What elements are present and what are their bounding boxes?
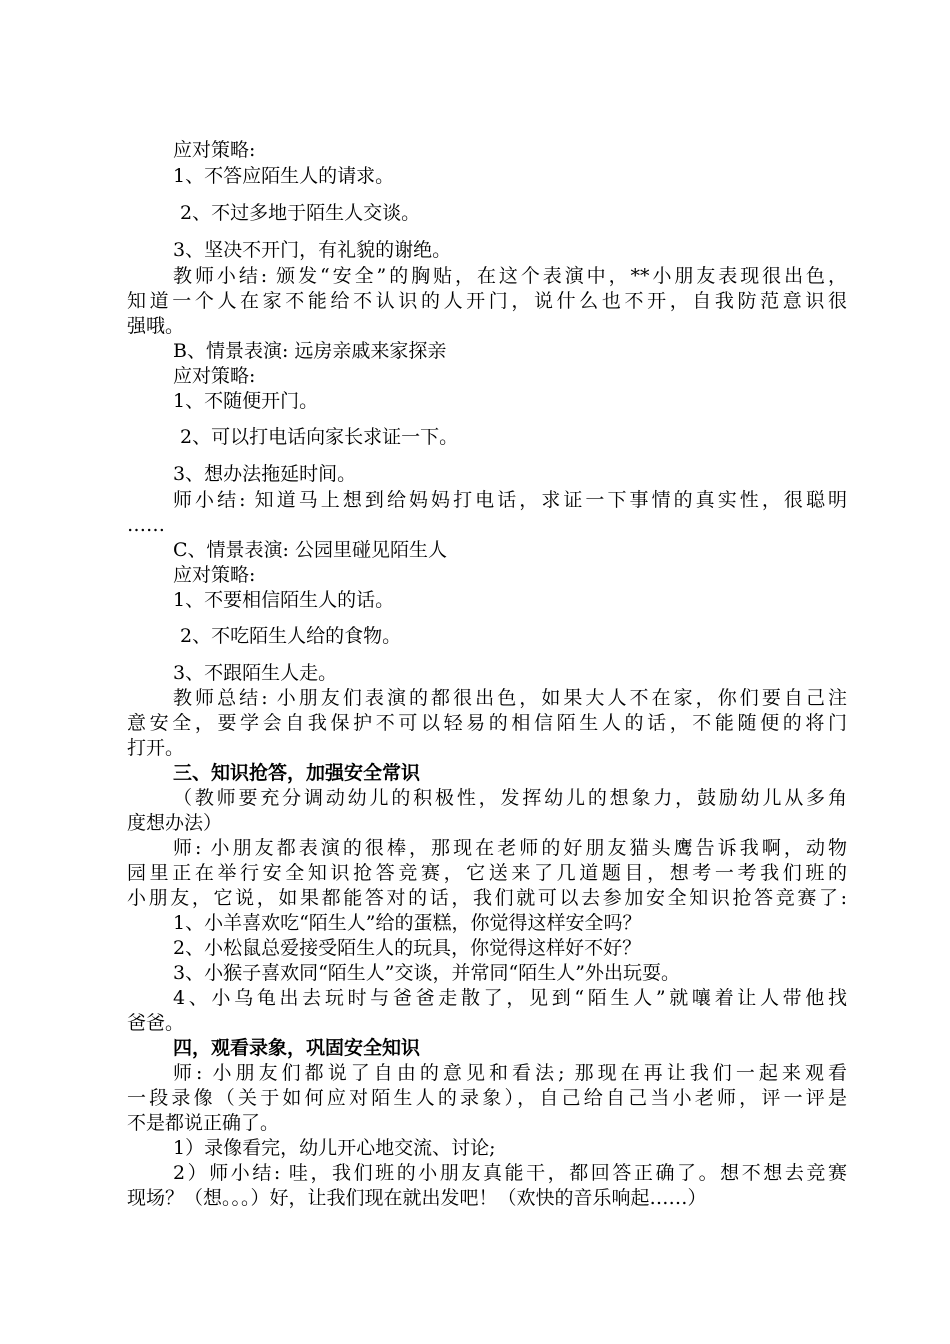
text-line: 知道一个人在家不能给不认识的人开门，说什么也不开，自我防范意识很	[127, 290, 847, 312]
text-line: 2、不过多地于陌生人交谈。	[180, 202, 421, 224]
text-line: 2、小松鼠总爱接受陌生人的玩具，你觉得这样好不好？	[173, 937, 642, 959]
text-line: 应对策略:	[173, 564, 256, 586]
text-line: 2、可以打电话向家长求证一下。	[180, 426, 459, 448]
text-line: 度想办法）	[127, 812, 223, 834]
text-line: 应对策略:	[173, 139, 256, 161]
text-line: 1、小羊喜欢吃“陌生人”给的蛋糕，你觉得这样安全吗？	[173, 912, 642, 934]
text-line: 不是都说正确了。	[127, 1112, 280, 1134]
text-line: 1、不要相信陌生人的话。	[173, 589, 395, 611]
text-line: B、情景表演: 远房亲戚来家探亲	[173, 340, 447, 362]
text-line: ……	[127, 514, 165, 536]
text-line: 2）师小结: 哇，我们班的小朋友真能干，都回答正确了。想不想去竞赛	[173, 1162, 847, 1184]
text-line: 园里正在举行安全知识抢答竞赛，它送来了几道题目，想考一考我们班的	[127, 862, 847, 884]
text-line: 强哦。	[127, 315, 185, 337]
text-line: 1、不答应陌生人的请求。	[173, 165, 395, 187]
text-line: 4、小乌龟出去玩时与爸爸走散了，见到“陌生人”就嚷着让人带他找	[173, 987, 847, 1009]
section-heading: 三、知识抢答，加强安全常识	[173, 762, 421, 784]
text-line: C、情景表演: 公园里碰见陌生人	[173, 539, 447, 561]
text-line: 3、不跟陌生人走。	[173, 662, 338, 684]
text-line: 1、不随便开门。	[173, 390, 319, 412]
text-line: 应对策略:	[173, 365, 256, 387]
text-line: （教师要充分调动幼儿的积极性，发挥幼儿的想象力，鼓励幼儿从多角	[173, 787, 847, 809]
text-line: 教师总结: 小朋友们表演的都很出色，如果大人不在家，你们要自己注	[173, 687, 847, 709]
text-line: 教师小结: 颁发“安全”的胸贴，在这个表演中，**小朋友表现很出色，	[173, 265, 847, 287]
text-line: 现场？（想。。。）好，让我们现在就出发吧！（欢快的音乐响起……）	[127, 1187, 707, 1209]
text-line: 打开。	[127, 737, 185, 759]
text-line: 师小结: 知道马上想到给妈妈打电话，求证一下事情的真实性，很聪明	[173, 489, 847, 511]
text-line: 一段录像（关于如何应对陌生人的录象），自己给自己当小老师，评一评是	[127, 1087, 847, 1109]
text-line: 师: 小朋友都表演的很棒，那现在老师的好朋友猫头鹰告诉我啊，动物	[173, 837, 847, 859]
text-line: 3、想办法拖延时间。	[173, 463, 357, 485]
text-line: 1）录像看完，幼儿开心地交流、讨论;	[173, 1137, 496, 1159]
text-line: 意安全，要学会自我保护不可以轻易的相信陌生人的话，不能随便的将门	[127, 712, 847, 734]
text-line: 2、不吃陌生人给的食物。	[180, 625, 402, 647]
text-line: 小朋友，它说，如果都能答对的话，我们就可以去参加安全知识抢答竞赛了:	[127, 887, 847, 909]
text-line: 爸爸。	[127, 1012, 185, 1034]
text-line: 3、坚决不开门，有礼貌的谢绝。	[173, 239, 452, 261]
text-line: 师: 小朋友们都说了自由的意见和看法; 那现在再让我们一起来观看	[173, 1062, 847, 1084]
text-line: 3、小猴子喜欢同“陌生人”交谈，并常同“陌生人”外出玩耍。	[173, 962, 680, 984]
section-heading: 四，观看录象，巩固安全知识	[173, 1037, 421, 1059]
